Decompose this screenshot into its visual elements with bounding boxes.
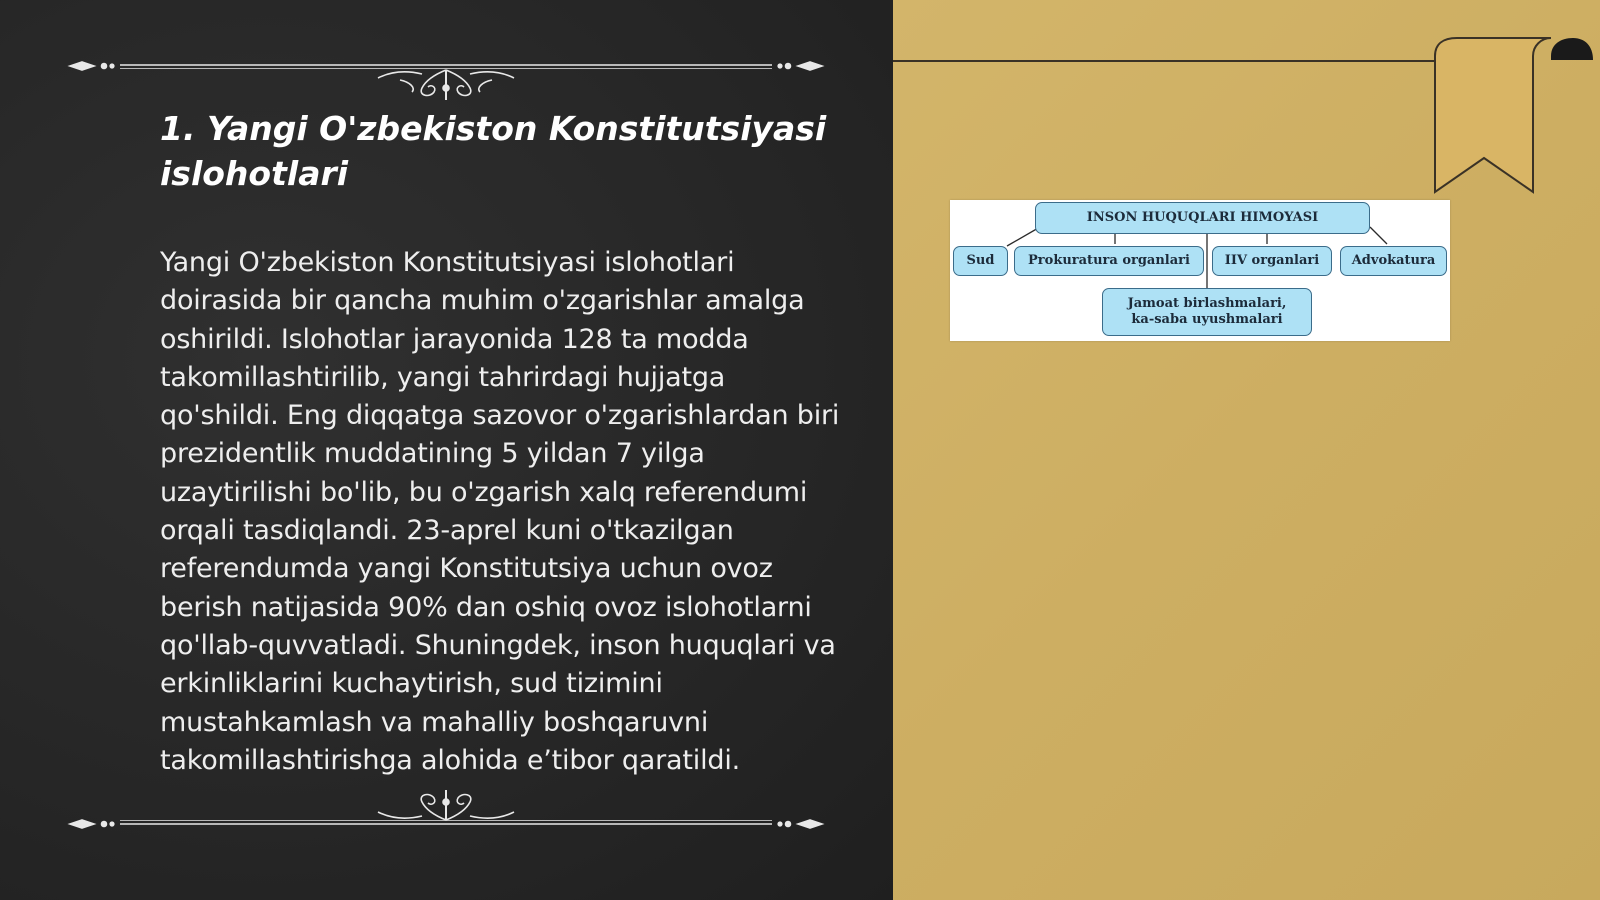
slide-title: 1. Yangi O'zbekiston Konstitutsiyasi islohotlari: [160, 109, 827, 193]
slide-body-text: Yangi O'zbekiston Konstitutsiyasi islohotlari doirasida bir qancha muhim o'zgarishlar amalga oshirildi. Islohotlar jarayonida 128 ta modda takomillashtirilib, yangi tahrirdagi hujjatga qo'shildi. Eng diqqatga sazovor o'zgarishlardan biri prezidentlik muddatining 5 yildan 7 yilga uzaytirilishi bo'lib, bu o'zgarish xalq referendumi orqali tasdiqlandi. 23-aprel kuni o'tkazilgan referendumda yangi Konstitutsiya uchun ovoz berish natijasida 90% dan oshiq ovoz islohotlarni qo'llab-quvvatladi. Shuningdek, inson huquqlari va erkinliklarini kuchaytirish, sud tizimini mustahkamlash va mahalliy boshqaruvni takomillashtirishga alohida e’tibor qaratildi.: [160, 247, 840, 776]
diagram-root-node: INSON HUQUQLARI HIMOYASI: [1035, 202, 1370, 234]
diagram-node-iiv: IIV organlari: [1212, 246, 1332, 276]
organization-diagram: [950, 200, 1450, 341]
divider-line: [893, 60, 1438, 62]
diagram-node-prokuratura: Prokuratura organlari: [1014, 246, 1204, 276]
diagram-node-sud: Sud: [953, 246, 1008, 276]
bookmark-ribbon-icon: [1433, 36, 1600, 196]
ornamental-divider-icon: [60, 40, 832, 100]
diagram-node-jamoat: Jamoat birlashmalari, ka-saba uyushmalari: [1102, 288, 1312, 336]
diagram-node-advokatura: Advokatura: [1340, 246, 1447, 276]
